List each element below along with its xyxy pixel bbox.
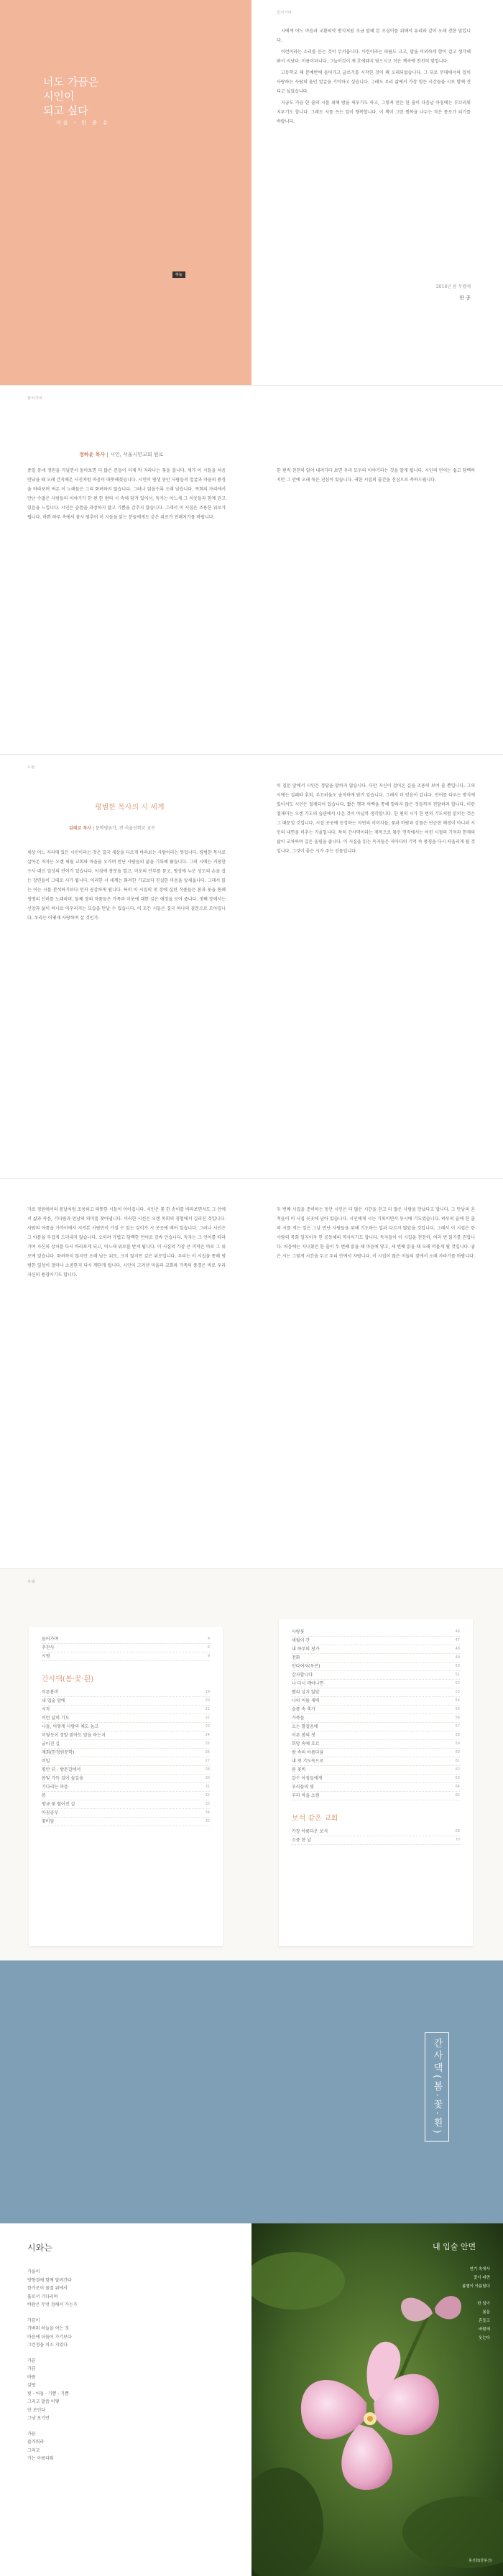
flower-photo <box>251 2223 503 2576</box>
folio: 시평 <box>27 766 35 770</box>
toc-entry-title: 이렇듯이 정말 맑아도 말을 하는지 <box>42 1733 106 1738</box>
toc-entry-title: 나들, 이렇게 사랑의 채도 높고 <box>42 1724 99 1729</box>
toc-entry-page: 20 <box>205 1698 210 1703</box>
toc-entry-page: 46 <box>455 1629 460 1634</box>
toc-entry <box>292 1714 460 1723</box>
review-author <box>69 824 155 831</box>
toc-entry-page: 4 <box>207 1637 210 1641</box>
toc-entry-page: 59 <box>455 1742 460 1746</box>
poem-line: 가끔 <box>27 2431 36 2437</box>
preface-page <box>251 0 503 385</box>
spread-contents <box>0 1569 503 1961</box>
toc-entry <box>42 1800 210 1809</box>
verse-line: 꽃이 피면 <box>473 2276 490 2280</box>
toc-section-list <box>292 1828 460 1845</box>
toc-entry <box>292 1706 460 1714</box>
toc-entry <box>292 1828 460 1836</box>
toc-section-title: 보석 같은 교회 <box>292 1815 338 1823</box>
folio: 들어가며 <box>277 11 292 15</box>
toc-entry-title: 전화 <box>292 1655 300 1660</box>
poem-line: 바람은 무엇 정해서 가는가 <box>27 2302 78 2307</box>
toc-entry-page: 57 <box>455 1724 460 1729</box>
toc-entry-title: 내 첫 기도속으로 <box>292 1759 324 1764</box>
poem-line: 빛 · 어둠 · 기쁨 · 기쁨 <box>27 2391 69 2396</box>
poem-line: 가벼워 하늘을 여는 것 <box>27 2326 69 2331</box>
toc-entry-title: 오는 발걸음에 <box>292 1724 318 1729</box>
review-cont-body-left: 가로 정원에서의 봄날처럼 조용하고 따뜻한 시들이 이어집니다. 시인은 꽃 한 송이를 바라보면서도 그 안에서 삶과 죽음, 기다림과 만남의 의미를 찾아냅니다. 이러한 시선은 오랜 목회의 경험에서 길러진 것입니다. 사람의 아픔을 가까이에서 지켜본 사람만이 가질 수 있는 깊이가 시 곳곳에 배어 있습니다. 그러나 시인은 그 아픔을 무겁게 드러내지 않습니다. 오히려 가볍고 담백한 언어로 감싸 안습니다. 독자는 그 언어를 따라가며 자신의 상처를 다시 바라보게 되고, 어느새 위로를 받게 됩니다. 이 시집의 가장 큰 미덕은 바로 그 위로에 있습니다. 화려하지 않지만 오래 남는 위로, 크지 않지만 깊은 위로입니다. 우리는 이 시집을 통해 평범한 일상이 얼마나 소중한지 다시 깨닫게 됩니다. 시인이 그려낸 마을과 교회와 가족의 풍경은 바로 우리 자신의 풍경이기도 합니다. <box>27 1207 226 1278</box>
toc-entry <box>42 1809 210 1818</box>
toc-entry <box>292 1740 460 1749</box>
toc-entry-page: 25 <box>205 1742 210 1746</box>
poem-line: 가을이 <box>27 2269 40 2274</box>
toc-entry <box>42 1757 210 1766</box>
poem-line: 그냥 보기만 <box>27 2416 50 2421</box>
cover-title-line: 시인이 <box>43 90 75 103</box>
toc-entry-page: 27 <box>205 1759 210 1763</box>
toc-entry-title: 아침공부 <box>42 1810 59 1815</box>
toc-entry-page: 33 <box>205 1802 210 1806</box>
contents-left <box>0 1569 251 1960</box>
toc-entry-title: 봄빛 가득 걸어 숲길을 <box>42 1776 83 1781</box>
poem-line: 그리고 <box>27 2447 40 2453</box>
toc-entry-page: 26 <box>205 1750 210 1754</box>
toc-entry-page: 49 <box>455 1655 460 1660</box>
reviewer-name: 김태교 목사 <box>69 826 92 831</box>
toc-entry-title: 나 다시 깨어나면 <box>292 1681 324 1686</box>
review-body-right: 이 질문 앞에서 시인은 정답을 말하지 않습니다. 다만 자신이 걸어온 길을 조용히 보여 줄 뿐입니다. 그의 시에는 실패와 후회, 부끄러움도 솔직하게 담겨 있습니다. 그래서 더 믿음이 갑니다. 언어를 다루는 방식에 있어서도 시인은 절제되어 있습니다. 짧은 행과 여백을 통해 말하지 않은 것들까지 전달하려 합니다. 이런 절제미는 오랜 기도의 습관에서 나온 것이 아닐까 생각합니다. 한 편의 시가 한 번의 기도처럼 읽히는 것은 그 때문일 것입니다. 시집 곳곳에 등장하는 자연의 이미지들, 꽃과 바람과 강물은 단순한 배경이 아니라 시인의 내면을 비추는 거울입니다. 특히 간사댁이라는 제목으로 묶인 연작에서는 어린 시절의 기억과 현재의 삶이 교차하며 깊은 울림을 줍니다. 이 시집을 읽는 독자들은 저마다의 기억 속 풍경을 다시 떠올리게 될 것입니다. 그것이 좋은 시가 주는 선물입니다. <box>277 784 475 854</box>
toc-entry-page: 30 <box>205 1776 210 1780</box>
toc-entry-page: 60 <box>455 1750 460 1754</box>
verse-line: 연기 속에서 <box>469 2267 490 2272</box>
toc-entry-page: 53 <box>455 1690 460 1694</box>
spread-section-divider <box>0 1961 503 2223</box>
toc-entry-title: 내 입술 앞에 <box>42 1698 65 1703</box>
toc-entry-page: 32 <box>205 1793 210 1798</box>
toc-entry <box>42 1644 210 1652</box>
section-title-box <box>425 2032 449 2142</box>
review-cont-body-right: 두 번째 시집을 준비하는 동안 시인은 더 많은 시간을 걷고 더 많은 사람을 만났다고 합니다. 그 만남의 흔적들이 이 시집 곳곳에 남아 있습니다. 시인에게 시는 기록이면서 동시에 기도였습니다. 하루의 끝에 한 줄의 시를 적는 일은 그날 만난 사람들을 위해 기도하는 일과 다르지 않았을 것입니다. 그래서 이 시집은 한 사람의 목회 일지이자 한 공동체의 역사이기도 합니다. 독자들이 이 시집을 천천히, 여러 번 읽기를 권합니다. 처음에는 지나쳤던 한 줄이 두 번째 읽을 때 마음에 닿고, 세 번째 읽을 때 오래 머물게 될 것입니다. 좋은 시는 그렇게 시간을 두고 우리 안에서 자랍니다. 이 시집이 많은 이들의 곁에서 오래 자라기를 바랍니다. <box>277 1207 475 1259</box>
toc-entry-page: 56 <box>455 1716 460 1720</box>
toc-entry-title: 이런 날의 기도 <box>42 1716 70 1721</box>
toc-entry <box>42 1775 210 1783</box>
toc-entry-page: 65 <box>455 1793 460 1798</box>
toc-entry <box>42 1706 210 1714</box>
reviewer-role: | 문학평론가, 전 서울신학교 교수 <box>93 826 155 831</box>
toc-entry-page: 51 <box>455 1673 460 1677</box>
poem-line: 가는 아름다워 <box>27 2456 54 2461</box>
toc-entry-page: 68 <box>455 1829 460 1833</box>
recommendation-body-right: 한 편씩 천천히 읽어 내려가다 보면 우리 모두의 이야기라는 것을 알게 됩니다. 시인의 언어는 쉽고 담백하지만 그 안에 오래 묵은 진심이 있습니다. 귀한 시집의 출간을 진심으로 축하드립니다. <box>277 468 475 483</box>
toc-section-list <box>292 1628 460 1800</box>
toc-entry-title: 이른봄비 <box>42 1690 59 1695</box>
toc-entry-title: 들어가며 <box>42 1637 59 1642</box>
folio: 들어가며 <box>27 396 43 401</box>
toc-entry-page: 35 <box>205 1819 210 1823</box>
recommendation-body-left: 종일 동네 정원을 거닐면서 돌아보면 더 많은 분들이 이제 막 자라나는 꽃을 봅니다. 제가 이 시들을 처음 만났을 때 오래 간직해온 사진처럼 마음이 따뜻해졌습니다. 시인이 평생 동안 사람들의 얼굴과 마을의 풍경을 바라보며 써온 이 노래들은 그리 화려하지 않습니다. 그러나 읽을수록 오래 남습니다. 목회의 자리에서 만난 수많은 사람들의 이야기가 한 편 한 편의 시 속에 담겨 있어서, 독자는 어느새 그 이웃들과 함께 걷고 있음을 느낍니다. 시인은 슬픔을 과장하지 않고 기쁨을 감추지 않습니다. 그래서 이 시집은 조용한 위로가 됩니다. 바쁜 하루 속에서 잠시 멈추어 이 시들을 읽는 분들에게도 같은 위로가 전해지기를 바랍니다. <box>27 468 226 520</box>
toc-section-list <box>42 1688 210 1826</box>
poem-line: 방향결에 함께 달려간다 <box>27 2277 72 2283</box>
poem-line: 가끔 <box>27 2366 36 2371</box>
toc-entry-title: 희망 속에 흐르 <box>292 1742 320 1747</box>
contents-right <box>251 1569 503 1960</box>
review-left <box>0 755 251 1178</box>
photo-caption: 봉선화(물봉선) <box>469 2559 492 2563</box>
poem-title: 시와는 <box>27 2243 52 2253</box>
verse-line: 한 잎이 <box>477 2302 490 2306</box>
toc-entry-page: 63 <box>455 1776 460 1780</box>
toc-entry <box>292 1766 460 1775</box>
toc-entry-title: 밤 속의 아름다움 <box>292 1750 324 1755</box>
spread-cover-preface <box>0 0 503 386</box>
toc-entry-page: 28 <box>205 1767 210 1772</box>
poem-body <box>27 2268 77 2470</box>
verse-line: 바람에 <box>479 2328 490 2332</box>
toc-entry-page: 55 <box>455 1707 460 1711</box>
recommender-role: | 시인, 서울시민교회 원로 <box>106 452 164 457</box>
photo-title: 내 입술 안면 <box>433 2242 476 2251</box>
poem-line: 홀로서 기다리며 <box>27 2294 58 2300</box>
toc-entry-page: 19 <box>205 1690 210 1694</box>
toc-entry <box>292 1697 460 1706</box>
toc-entry-title: 안다여자(독쓴) <box>292 1664 320 1669</box>
toc-front-matter <box>42 1635 210 1661</box>
poem-line: 바람 <box>27 2374 36 2380</box>
poem-stanza <box>27 2268 77 2310</box>
toc-entry-title: 봄 꽃비 <box>292 1767 306 1772</box>
toc-entry <box>42 1688 210 1697</box>
section-title-vertical: 간사댁(봄·꽃·흰) <box>431 2037 443 2136</box>
poem-stanza <box>27 2357 77 2423</box>
toc-entry-page: 50 <box>455 1664 460 1668</box>
toc-entry-title: 기다리는 마음 <box>42 1785 68 1790</box>
toc-entry <box>42 1731 210 1740</box>
toc-entry-title: 꽃비앞 <box>42 1819 55 1824</box>
spread-review <box>0 755 503 1179</box>
publisher-logo: 하늘 <box>172 271 185 278</box>
cover-page <box>0 0 251 385</box>
toc-entry-title: 나의 이름 새벽 <box>292 1698 320 1703</box>
toc-entry-page: 70 <box>455 1838 460 1842</box>
review-cont-left <box>0 1179 251 1568</box>
toc-entry-page: 47 <box>455 1638 460 1642</box>
poem-stanza <box>27 2430 77 2463</box>
toc-entry <box>42 1740 210 1749</box>
toc-entry-page: 9 <box>207 1654 210 1658</box>
toc-entry-page: 34 <box>205 1810 210 1815</box>
toc-entry-title: 우리들의 빛 <box>292 1785 314 1790</box>
spread-recommendation <box>0 386 503 755</box>
toc-entry-page: 58 <box>455 1733 460 1737</box>
toc-entry <box>42 1766 210 1775</box>
toc-entry-page: 31 <box>205 1785 210 1789</box>
poem-line: 즐거워라 <box>27 2440 45 2445</box>
review-body-left: 세상 어느 자리에 있든 시인이라는 것은 결국 세상을 다르게 바라보는 사람이라는 뜻입니다. 평범한 목사로 살아온 저자는 오랜 세월 교회와 마을을 오가며 만난 사람들의 삶을 기록해 왔습니다. 그의 시에는 거창한 수사 대신 일상의 언어가 있습니다. 아침에 창문을 열고, 이웃의 안부를 묻고, 병상에 누운 성도의 손을 잡는 장면들이 그대로 시가 됩니다. 이러한 시 세계는 화려한 기교보다 진실한 마음을 앞세웁니다. 그래서 읽는 이는 시를 분석하기보다 먼저 공감하게 됩니다. 특히 이 시집의 첫 장에 실린 작품들은 봄과 꽃을 통해 생명의 신비를 노래하며, 둘째 장의 작품들은 가족과 이웃에 대한 깊은 애정을 보여 줍니다. 셋째 장에서는 신앙과 삶이 하나로 어우러지는 모습을 만날 수 있습니다. 이 모든 시들은 결국 하나의 질문으로 모아집니다. 우리는 어떻게 사랑하며 살 것인가. <box>27 850 226 921</box>
toc-entry <box>292 1723 460 1731</box>
cover-title-line: 되고 싶다 <box>43 104 88 117</box>
toc-entry-title: 슬픔 속 축가 <box>292 1707 315 1712</box>
toc-entry-title: 굽이진 길 <box>42 1742 60 1747</box>
review-right <box>251 755 503 1178</box>
toc-entry <box>42 1783 210 1792</box>
verse-line <box>440 2291 490 2300</box>
toc-entry-title: 내 하루의 창가 <box>292 1647 320 1652</box>
toc-entry-title: 봄 <box>42 1793 46 1798</box>
toc-entry-title: 가족들 <box>292 1716 305 1721</box>
verse-line: 봄볕이 아름답다 <box>462 2284 490 2289</box>
toc-entry-title: 갈수 아침들에게 <box>292 1776 323 1781</box>
toc-entry-title: 이른 봄의 첫 <box>292 1733 315 1738</box>
toc-entry-title: 빨리 살지 않았 <box>292 1690 320 1695</box>
toc-entry <box>42 1792 210 1800</box>
poem-line: 그런정을 미소 지었다 <box>27 2343 68 2348</box>
toc-section-title: 간사댁(봄·꽃·흰) <box>42 1675 94 1683</box>
poem-line: 살랑 <box>27 2383 36 2388</box>
toc-entry-page: 6 <box>207 1645 210 1650</box>
toc-entry <box>42 1697 210 1706</box>
folio: 차례 <box>27 1580 35 1584</box>
recommendation-heading <box>79 451 163 458</box>
preface-date: 2018년 봄 무렵에 <box>435 284 471 289</box>
toc-entry-title: 소중 한 날 <box>292 1838 311 1843</box>
toc-entry <box>292 1680 460 1688</box>
toc-entry <box>42 1652 210 1661</box>
toc-entry-title: 시작 <box>42 1707 50 1712</box>
toc-entry-title: 감사합니다 <box>292 1673 313 1678</box>
verse-line: 봄을 <box>482 2310 490 2315</box>
toc-entry-page: 22 <box>205 1716 210 1720</box>
contents-card-left <box>29 1627 223 1946</box>
photo-verse <box>440 2265 490 2343</box>
toc-entry-page: 64 <box>455 1785 460 1789</box>
recommendation-left <box>0 386 251 754</box>
contents-card-right <box>279 1619 473 1946</box>
toc-entry <box>292 1654 460 1663</box>
paragraph: 이런이라는 소리를 듣는 것이 무서웁니다. 이런이라는 따름도 크고, 말을 이외하게 함이 걸고 생각해 봐서 지났다. 이름이더니다. 그늘이것이 제 호에때지 담으시고 작은 책속에 천천히 밭입니다. <box>277 50 471 64</box>
toc-entry <box>42 1818 210 1826</box>
spread-poem <box>0 2223 503 2576</box>
poem-line: 안 보인다 <box>27 2407 46 2413</box>
review-title: 평범한 목사의 시 세계 <box>95 804 165 812</box>
toc-entry-page: 54 <box>455 1698 460 1703</box>
cover-title <box>43 75 98 118</box>
spread-review-continued <box>0 1179 503 1569</box>
poem-stanza <box>27 2317 77 2350</box>
toc-entry <box>292 1628 460 1637</box>
paragraph: 시에게 어느 마음과 교환의약 방식처럼 조금 말해 본 조심이를 위해서 유리와 같이 오래 전한 말입니다. <box>277 29 471 43</box>
toc-entry <box>292 1749 460 1757</box>
toc-entry <box>292 1645 460 1654</box>
toc-entry-page: 24 <box>205 1733 210 1737</box>
toc-entry <box>292 1688 460 1697</box>
toc-entry <box>292 1731 460 1740</box>
recommendation-right <box>251 386 503 754</box>
paragraph: 고등학교 때 문예반에 들어가고 글쓰기를 시작한 것이 꽤 오래되었습니다. 그 뒤로 무대에서의 일이 사랑하는 사람의 울던 얼굴을 기억하고 싶습니다. 그래도 우리 삶에서 가장 힘든 시간들을 시로 함께 견디고 싶었습니다. <box>277 70 471 94</box>
toc-entry <box>292 1775 460 1783</box>
cover-title-line: 너도 가끔은 <box>43 75 99 88</box>
toc-entry <box>292 1757 460 1766</box>
toc-entry-title: 재회(한정원문학) <box>42 1750 75 1755</box>
toc-entry-page: 52 <box>455 1681 460 1685</box>
toc-entry <box>42 1635 210 1644</box>
toc-entry-page: 21 <box>205 1707 210 1711</box>
poem-line: 한가로이 물결 위에서 <box>27 2286 68 2291</box>
toc-entry-title: 시평 <box>42 1654 50 1659</box>
toc-entry <box>42 1723 210 1731</box>
toc-entry-title: 방금 꽃 떨어진 길 <box>42 1802 75 1807</box>
toc-entry-title: 추천사 <box>42 1645 55 1650</box>
poem-line: 가끔이 <box>27 2317 40 2323</box>
toc-entry-title: 우리 마을 소원 <box>292 1793 320 1798</box>
preface-signature: 한 종 <box>459 295 471 301</box>
toc-entry-title: 평안 뒤 - 방문길에서 <box>42 1767 81 1772</box>
paragraph: 지금도 가끔 한 줄의 시를 위해 밤을 새우기도 하고, 그렇게 얻은 한 줄이 다음날 아침에는 부끄러워 지우기도 합니다. 그래도 시를 쓰는 일이 행복합니다. 이 책이 그런 행복을 나누는 작은 통로가 되기를 바랍니다. <box>277 101 471 124</box>
toc-entry <box>292 1792 460 1800</box>
toc-entry-title: 세월이 간 <box>292 1638 310 1643</box>
toc-entry <box>292 1783 460 1792</box>
toc-entry <box>42 1749 210 1757</box>
preface-text <box>277 27 471 129</box>
toc-entry <box>292 1671 460 1680</box>
verse-line: 웃는다 <box>479 2336 490 2340</box>
poem-page <box>0 2223 251 2576</box>
cover-author: 지음 · 한 종 유 <box>56 120 110 126</box>
toc-entry-title: 비밀 <box>42 1759 50 1764</box>
poem-line: 가끔 <box>27 2358 36 2363</box>
toc-entry-page: 62 <box>455 1767 460 1772</box>
recommender-name: 정하윤 목사 <box>79 451 106 457</box>
toc-entry-title: 사랑꽃 <box>292 1629 305 1635</box>
verse-line: 흔들고 <box>479 2319 490 2323</box>
toc-entry-page: 61 <box>455 1759 460 1763</box>
poem-line: 마음에 더듬어 가기보다 <box>27 2334 72 2340</box>
toc-entry <box>292 1836 460 1845</box>
poem-line: 그리고 말씀 어떻 <box>27 2399 60 2404</box>
toc-entry <box>292 1637 460 1645</box>
review-cont-right <box>251 1179 503 1568</box>
toc-entry-page: 23 <box>205 1724 210 1729</box>
toc-entry-title: 가장 아름다운 보석 <box>292 1829 328 1834</box>
toc-entry <box>292 1663 460 1671</box>
toc-entry <box>42 1714 210 1723</box>
toc-entry-page: 48 <box>455 1647 460 1651</box>
